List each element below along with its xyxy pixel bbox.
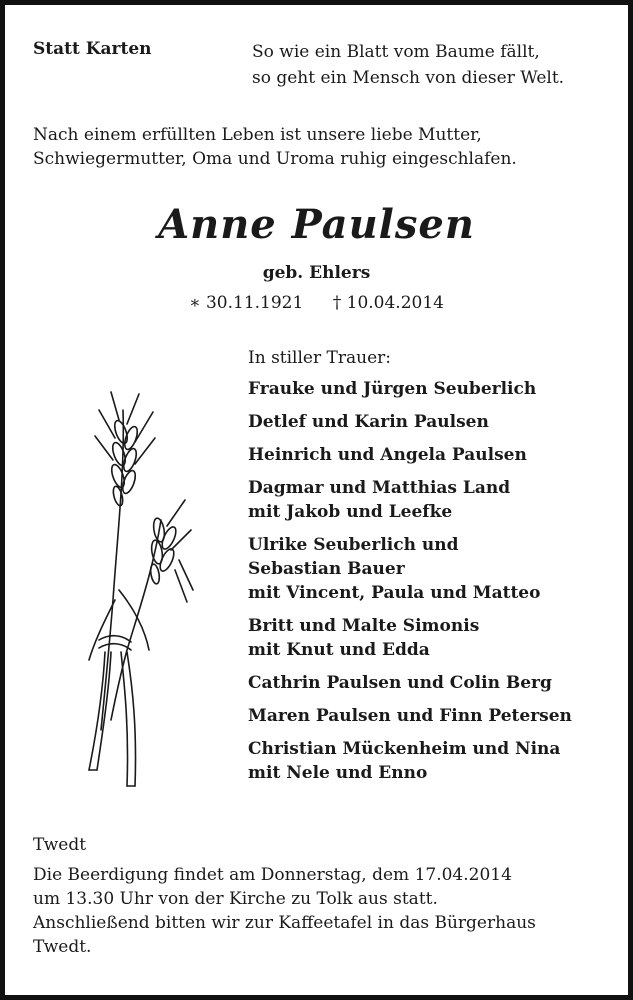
list-item [248, 443, 623, 467]
mourner-line: Heinrich und Angela Paulsen [248, 445, 527, 465]
deceased-name: Anne Paulsen [158, 201, 475, 248]
mourner-line: Sebastian Bauer [248, 559, 405, 579]
wheat-icon [75, 390, 195, 800]
birth-date: ∗ 30.11.1921 [189, 293, 304, 313]
notice-line: um 13.30 Uhr von der Kirche zu Tolk aus statt. [33, 889, 438, 909]
list-item [248, 737, 623, 785]
list-item [248, 704, 623, 728]
notice-line: Twedt. [33, 937, 92, 957]
birth-name: geb. Ehlers [262, 263, 371, 283]
funeral-notice [33, 863, 623, 959]
mourner-line: mit Jakob und Leefke [248, 502, 453, 522]
list-item [248, 476, 623, 524]
motto-verse [252, 39, 564, 91]
mourner-line: Maren Paulsen und Finn Petersen [248, 706, 572, 726]
list-item [248, 410, 623, 434]
mourners-list [248, 377, 623, 794]
mourner-line: Dagmar und Matthias Land [248, 478, 511, 498]
notice-line: Die Beerdigung findet am Donnerstag, dem 17.04.2014 [33, 865, 512, 885]
mourner-line: Britt und Malte Simonis [248, 616, 480, 636]
mourner-line: mit Vincent, Paula und Matteo [248, 583, 541, 603]
mourner-line: Cathrin Paulsen und Colin Berg [248, 673, 552, 693]
statt-karten-label: Statt Karten [33, 39, 152, 59]
motto-line: So wie ein Blatt vom Baume fällt, [252, 42, 540, 62]
mourner-line: mit Knut und Edda [248, 640, 430, 660]
mourner-line: Christian Mückenheim und Nina [248, 739, 561, 759]
intro-text: Nach einem erfüllten Leben ist unsere liebe Mutter, Schwiegermutter, Oma und Uroma ruhig eingeschlafen. [33, 125, 517, 169]
mourner-line: Detlef und Karin Paulsen [248, 412, 489, 432]
list-item [248, 377, 623, 401]
mourner-line: mit Nele und Enno [248, 763, 428, 783]
motto-line: so geht ein Mensch von dieser Welt. [252, 68, 565, 88]
list-item [248, 614, 623, 662]
list-item [248, 533, 623, 605]
death-date: † 10.04.2014 [332, 293, 444, 313]
mourning-heading: In stiller Trauer: [248, 348, 391, 368]
place-label: Twedt [33, 835, 87, 855]
notice-line: Anschließend bitten wir zur Kaffeetafel in das Bürgerhaus [33, 913, 536, 933]
life-dates [5, 293, 628, 313]
mourner-line: Ulrike Seuberlich und [248, 535, 459, 555]
list-item [248, 671, 623, 695]
mourner-line: Frauke und Jürgen Seuberlich [248, 379, 537, 399]
